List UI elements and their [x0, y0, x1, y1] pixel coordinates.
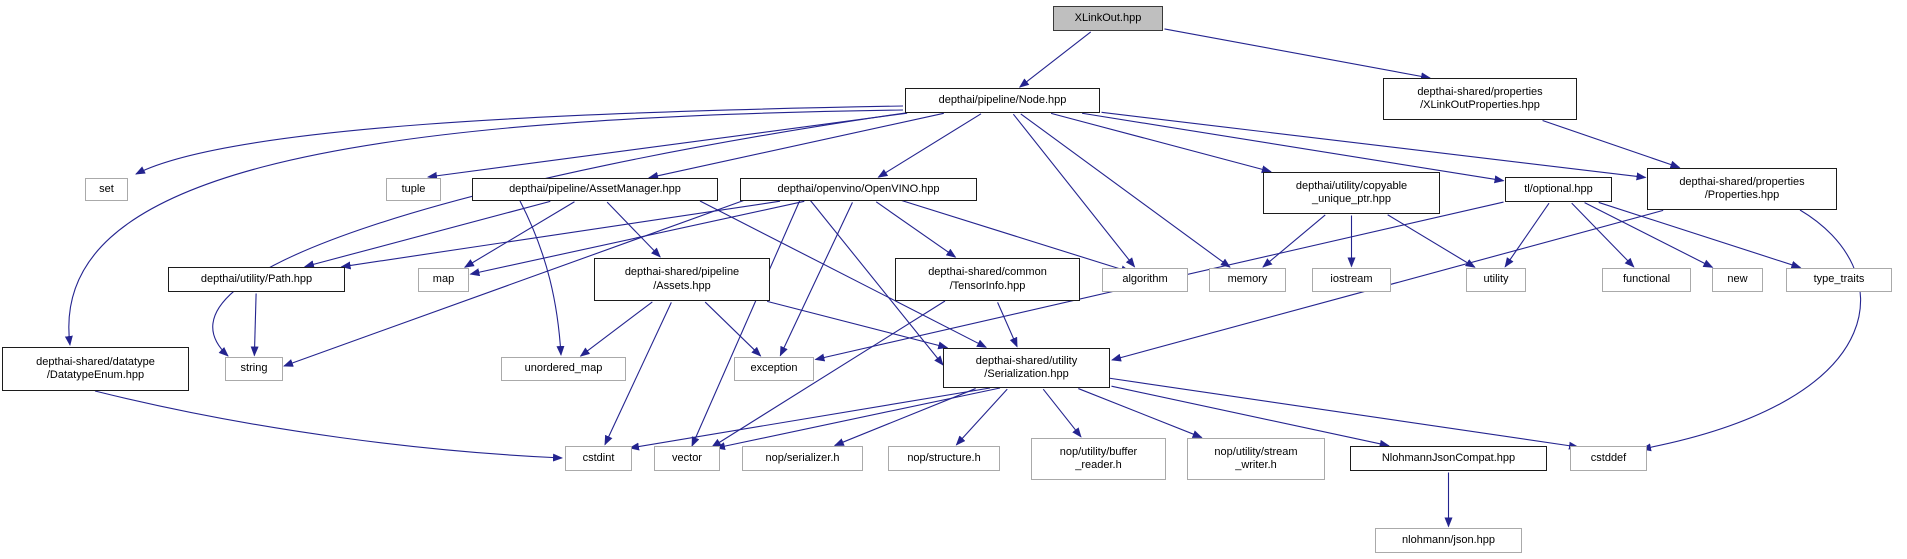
edge-assetmanager-to-unordered_map [520, 201, 561, 355]
graph-node-label: depthai/utility/copyable [1295, 179, 1408, 192]
graph-node-set [85, 178, 128, 201]
graph-node-label: set [99, 182, 114, 195]
graph-node-label: new [1727, 273, 1748, 286]
graph-node-bufferreader [1031, 438, 1166, 480]
graph-node-nopserializer [742, 446, 863, 471]
graph-node-label: functional [1622, 273, 1671, 286]
edge-serialization-to-cstdint [630, 388, 990, 448]
graph-node-label: type_traits [1813, 273, 1865, 286]
edge-tensorinfo-to-serialization [998, 302, 1018, 346]
graph-node-label: cstddef [1590, 451, 1627, 464]
edge-assetmanager-to-assets [607, 202, 660, 257]
edge-node_hpp-to-datatypeenum [69, 110, 903, 345]
graph-node-unordered_map [501, 357, 626, 381]
edge-serialization-to-cstddef [1108, 378, 1578, 447]
graph-node-type_traits [1786, 268, 1892, 292]
graph-node-label: depthai-shared/datatype [36, 355, 155, 368]
graph-node-label: unordered_map [524, 362, 603, 375]
graph-node-label: depthai/pipeline/Node.hpp [938, 93, 1067, 106]
graph-node-cstdint [565, 446, 632, 471]
graph-node-tuple [386, 178, 441, 201]
edge-tloptional-to-utility [1505, 203, 1549, 267]
graph-node-xlinkout [1053, 6, 1163, 31]
graph-node-new [1712, 268, 1763, 292]
graph-node-label: _writer.h [1235, 459, 1277, 471]
edge-node_hpp-to-openvino [878, 114, 981, 177]
graph-node-properties[interactable] [1647, 168, 1837, 210]
graph-node-exception [734, 357, 814, 381]
graph-node-label: _unique_ptr.hpp [1312, 193, 1391, 205]
edge-serialization-to-nopserializer [835, 389, 976, 446]
graph-node-label: depthai-shared/common [928, 266, 1047, 279]
edge-assetmanager-to-path [305, 201, 550, 266]
graph-node-label: string [240, 362, 268, 375]
graph-node-label: nop/structure.h [907, 451, 981, 464]
edge-tloptional-to-functional [1572, 203, 1634, 267]
graph-node-assetmanager[interactable] [472, 178, 718, 201]
graph-node-label: depthai-shared/properties [1417, 85, 1543, 98]
edge-tloptional-to-type_traits [1599, 202, 1801, 267]
graph-node-label: nop/utility/buffer [1059, 445, 1138, 458]
graph-node-label: utility [1483, 273, 1509, 286]
edge-node_hpp-to-copyable [1051, 113, 1271, 171]
graph-node-label: depthai-shared/properties [1679, 175, 1805, 188]
graph-node-label: /Serialization.hpp [984, 368, 1069, 380]
graph-node-assets[interactable] [594, 258, 770, 301]
graph-node-xlinkoutprops[interactable] [1383, 78, 1577, 120]
graph-node-memory [1209, 268, 1286, 292]
graph-node-label: tl/optional.hpp [1524, 182, 1593, 195]
graph-node-label: nop/utility/stream [1214, 445, 1298, 458]
graph-node-openvino[interactable] [740, 178, 977, 201]
graph-node-label: /Assets.hpp [653, 279, 711, 292]
edge-node_hpp-to-memory [1021, 114, 1230, 267]
graph-node-label: tuple [401, 182, 426, 195]
graph-node-copyable[interactable] [1263, 172, 1440, 214]
graph-node-tloptional[interactable] [1505, 177, 1612, 202]
graph-node-json [1375, 528, 1522, 553]
graph-node-serialization[interactable] [943, 348, 1110, 388]
graph-node-label: /DatatypeEnum.hpp [46, 369, 145, 381]
edge-tloptional-to-new [1585, 203, 1713, 268]
edge-datatypeenum-to-cstdint [95, 391, 562, 458]
graph-node-node_hpp[interactable] [905, 88, 1100, 113]
edge-xlinkout-to-xlinkoutprops [1164, 29, 1430, 78]
graph-node-tensorinfo[interactable] [895, 258, 1080, 301]
edge-node_hpp-to-assetmanager [649, 113, 944, 177]
edge-xlinkout-to-node_hpp [1020, 32, 1091, 87]
graph-node-label: iostream [1330, 273, 1373, 286]
graph-node-label: cstdint [582, 451, 615, 464]
edge-xlinkoutprops-to-properties [1543, 120, 1680, 167]
graph-node-label: nlohmann/json.hpp [1402, 533, 1495, 546]
graph-node-label: /XLinkOutProperties.hpp [1420, 99, 1540, 111]
edge-properties-to-cstddef [1642, 210, 1861, 449]
edge-openvino-to-vector [692, 200, 800, 446]
graph-node-string [225, 357, 283, 381]
graph-node-vector [654, 446, 720, 471]
edge-node_hpp-to-tloptional [1082, 113, 1503, 180]
graph-node-label: depthai/utility/Path.hpp [200, 272, 313, 285]
graph-node-map [418, 268, 469, 292]
graph-node-label: NlohmannJsonCompat.hpp [1381, 451, 1516, 464]
edge-path-to-string [254, 293, 256, 355]
graph-node-label: depthai-shared/utility [975, 354, 1078, 367]
graph-node-nlohmanncompat[interactable] [1350, 446, 1547, 471]
edge-openvino-to-exception [780, 202, 852, 355]
edge-copyable-to-utility [1388, 215, 1475, 267]
edge-node_hpp-to-algorithm [1013, 114, 1134, 267]
graph-node-path[interactable] [168, 267, 345, 292]
graph-node-label: memory [1227, 273, 1268, 286]
graph-node-nopstructure [888, 446, 1000, 471]
graph-node-label: XLinkOut.hpp [1074, 11, 1142, 24]
graph-node-label: vector [672, 451, 702, 464]
edge-assets-to-unordered_map [581, 302, 653, 356]
edge-node_hpp-to-set [136, 106, 903, 174]
graph-node-label: _reader.h [1075, 459, 1122, 471]
graph-node-label: /TensorInfo.hpp [949, 279, 1026, 292]
edge-assets-to-exception [705, 302, 760, 356]
graph-node-label: algorithm [1122, 273, 1168, 286]
edge-serialization-to-streamwriter [1078, 389, 1201, 438]
graph-node-datatypeenum[interactable] [2, 347, 189, 391]
graph-node-functional [1602, 268, 1691, 292]
graph-node-label: map [432, 273, 455, 286]
graph-node-label: exception [750, 362, 798, 375]
graph-node-label: /Properties.hpp [1704, 189, 1780, 201]
graph-node-streamwriter [1187, 438, 1325, 480]
edge-openvino-to-tensorinfo [876, 202, 955, 257]
graph-node-utility [1466, 268, 1526, 292]
edge-serialization-to-bufferreader [1043, 389, 1081, 437]
edge-node_hpp-to-properties [1101, 112, 1645, 177]
graph-node-iostream [1312, 268, 1391, 292]
edge-copyable-to-memory [1263, 215, 1325, 267]
edge-serialization-to-nlohmanncompat [1111, 386, 1388, 445]
edge-assets-to-serialization [767, 301, 947, 347]
graph-node-cstddef [1570, 446, 1647, 471]
graph-node-label: depthai/openvino/OpenVINO.hpp [777, 182, 940, 195]
edge-node_hpp-to-tuple [428, 113, 907, 177]
graph-node-label: nop/serializer.h [765, 451, 840, 464]
edge-serialization-to-nopstructure [956, 389, 1007, 445]
graph-node-label: depthai/pipeline/AssetManager.hpp [509, 182, 681, 195]
graph-node-label: depthai-shared/pipeline [624, 266, 740, 279]
graph-node-algorithm [1102, 268, 1188, 292]
